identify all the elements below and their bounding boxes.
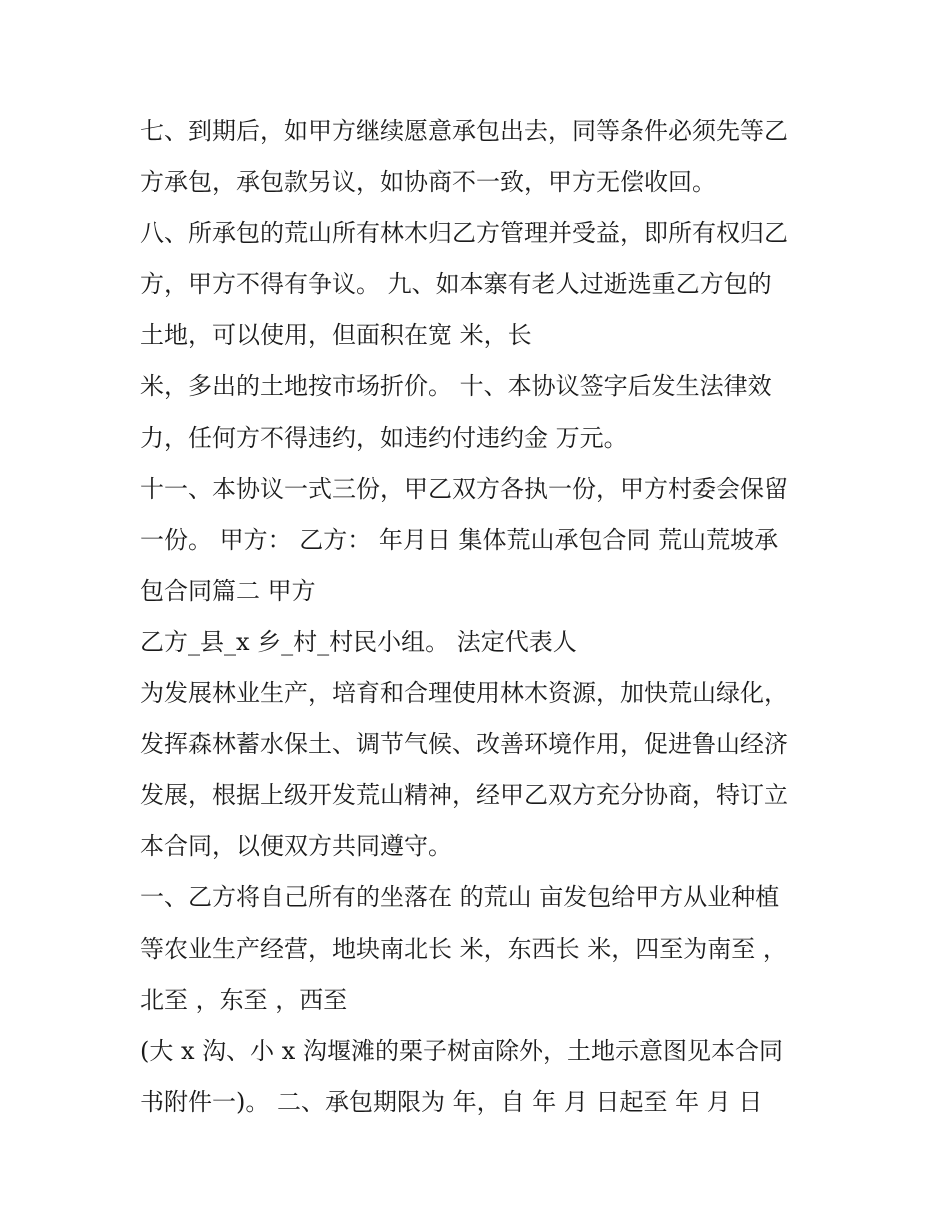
text-line: 发挥森林蓄水保土、调节气候、改善环境作用，促进鲁山经济 xyxy=(140,730,788,759)
text-line: 十一、本协议一式三份，甲乙双方各执一份，甲方村委会保留 xyxy=(140,474,788,503)
text-line: 发展，根据上级开发荒山精神，经甲乙双方充分协商，特订立 xyxy=(140,781,788,810)
text-line: 为发展林业生产，培育和合理使用林木资源，加快荒山绿化， xyxy=(140,679,788,708)
text-line: 等农业生产经营，地块南北长 米，东西长 米，四至为南至 ， xyxy=(140,934,787,963)
text-line: 方，甲方不得有争议。 九、如本寨有老人过逝选重乙方包的 xyxy=(140,270,772,299)
text-line: 本合同，以便双方共同遵守。 xyxy=(140,832,452,861)
text-line: 书附件一)。 二、承包期限为 年，自 年 月 日起至 年 月 日 xyxy=(140,1087,763,1116)
text-line: 米，多出的土地按市场折价。 十、本协议签字后发生法律效 xyxy=(140,372,772,401)
text-line: 乙方_县_x 乡_村_村民小组。 法定代表人 xyxy=(140,627,577,656)
text-line: (大 x 沟、小 x 沟堰滩的栗子树亩除外，土地示意图见本合同 xyxy=(140,1036,783,1065)
text-line: 一份。 甲方： 乙方： 年月日 集体荒山承包合同 荒山荒坡承 xyxy=(140,525,779,554)
text-line: 一、乙方将自己所有的坐落在 的荒山 亩发包给甲方从业种植 xyxy=(140,883,780,912)
text-line: 七、到期后，如甲方继续愿意承包出去，同等条件必须先等乙 xyxy=(140,117,788,145)
text-line: 方承包，承包款另议，如协商不一致，甲方无偿收回。 xyxy=(140,168,716,197)
text-line: 土地，可以使用，但面积在宽 米，长 xyxy=(140,321,532,350)
text-line: 八、所承包的荒山所有林木归乙方管理并受益，即所有权归乙 xyxy=(140,219,788,248)
text-line: 包合同篇二 甲方 xyxy=(140,576,316,605)
text-line: 力，任何方不得违约，如违约付违约金 万元。 xyxy=(140,423,628,452)
contract-text xyxy=(140,106,840,1128)
text-line: 北至 ，东至 ，西至 xyxy=(140,985,348,1014)
